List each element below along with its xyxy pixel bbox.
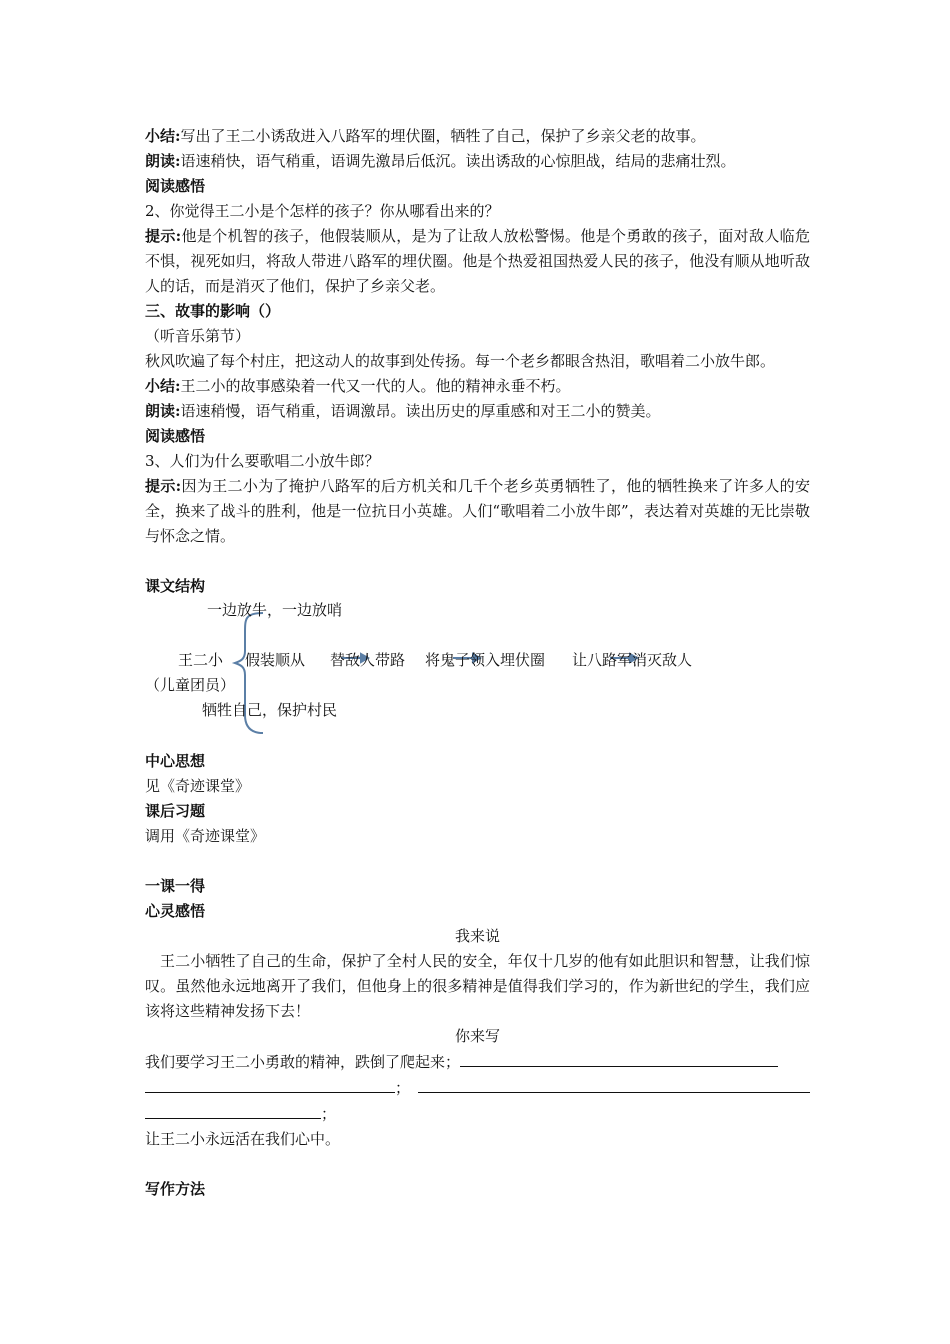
insight-heading: 阅读感悟	[145, 177, 206, 195]
write-line-1	[145, 1049, 810, 1075]
hint-label: 提示:	[145, 227, 182, 245]
step-3: 将鬼子领入埋伏圈	[425, 651, 546, 669]
hint-text-2: 因为王二小为了掩护八路军的后方机关和几千个老乡英勇牺牲了，他的牺牲换来了许多人的安全，换来了战斗的胜利，他是一位抗日小英雄。人们“歌唱着二小放牛郎”，表达着对英雄的无比崇敬与怀念之情。	[145, 477, 810, 545]
writing-method-heading: 写作方法	[145, 1180, 206, 1198]
hint-text: 他是个机智的孩子，他假装顺从，是为了让敌人放松警惕。他是个勇敢的孩子，面对敌人临危不惧，视死如归，将敌人带进八路军的埋伏圈。他是个热爱祖国热爱人民的孩子，他没有顺从地听敌人的话，而是消灭了他们，保护了乡亲父老。	[145, 227, 810, 295]
top-branch: 一边放牛，一边放哨	[207, 601, 343, 619]
bottom-branch: 牺牲自己，保护村民	[202, 701, 338, 719]
insight-heading-2: 阅读感悟	[145, 427, 206, 445]
read-text: 语速稍快，语气稍重，语调先激昂后低沉。读出诱敌的心惊胆战，结局的悲痛壮烈。	[180, 152, 736, 170]
document-content	[145, 124, 810, 1202]
center-idea-heading: 中心思想	[145, 752, 206, 770]
section3-note: （听音乐第节）	[145, 327, 251, 345]
closing-text: 让王二小永远活在我们心中。	[145, 1130, 341, 1148]
summary-text: 写出了王二小诱敌进入八路军的埋伏圈，牺牲了自己，保护了乡亲父老的故事。	[180, 127, 706, 145]
answer-blank-2[interactable]	[145, 1075, 395, 1093]
structure-name: 王二小	[178, 651, 224, 669]
write-semicolon: ；	[395, 1079, 411, 1097]
write-title: 你来写	[454, 1027, 500, 1045]
read-line-2	[145, 399, 810, 424]
gain-heading: 一课一得	[145, 877, 206, 895]
section3-text: 秋风吹遍了每个村庄，把这动人的故事到处传扬。每一个老乡都眼含热泪，歌唱着二小放牛郎。	[145, 352, 776, 370]
question-2: 2、你觉得王二小是个怎样的孩子？你从哪看出来的？	[145, 202, 500, 220]
summary-line-2	[145, 374, 810, 399]
hint-label-2: 提示:	[145, 477, 182, 495]
read-line	[145, 149, 810, 174]
hint-paragraph-2	[145, 474, 810, 549]
summary-text-2: 王二小的故事感染着一代又一代的人。他的精神永垂不朽。	[180, 377, 571, 395]
answer-blank-4[interactable]	[145, 1101, 321, 1119]
center-idea-text: 见《奇迹课堂》	[145, 777, 251, 795]
read-label: 朗读:	[145, 152, 181, 170]
read-text-2: 语速稍慢，语气稍重，语调激昂。读出历史的厚重感和对王二小的赞美。	[180, 402, 661, 420]
say-text: 王二小牺牲了自己的生命，保护了全村人民的安全，年仅十几岁的他有如此胆识和智慧，让我们惊叹。虽然他永远地离开了我们，但他身上的很多精神是值得我们学习的，作为新世纪的学生，我们应该将这些精神发扬下去！	[145, 952, 810, 1020]
summary-label-2: 小结:	[145, 377, 181, 395]
exercises-heading: 课后习题	[145, 802, 206, 820]
write-semicolon-2: ；	[321, 1105, 337, 1123]
structure-diagram	[145, 599, 810, 749]
answer-blank-1[interactable]	[460, 1049, 778, 1067]
gain-sub-heading: 心灵感悟	[145, 902, 206, 920]
summary-label: 小结:	[145, 127, 181, 145]
write-line-2	[145, 1075, 810, 1101]
structure-heading: 课文结构	[145, 577, 206, 595]
structure-name-note: （儿童团员）	[145, 676, 236, 694]
write-line-3	[145, 1101, 810, 1127]
step-4: 让八路军消灭敌人	[572, 651, 693, 669]
section3-heading: 三、故事的影响（）	[145, 302, 281, 320]
step-1: 假装顺从	[245, 651, 306, 669]
exercises-text: 调用《奇迹课堂》	[145, 827, 266, 845]
answer-blank-3[interactable]	[418, 1075, 810, 1093]
read-label-2: 朗读:	[145, 402, 181, 420]
say-title: 我来说	[454, 927, 500, 945]
question-3: 3、人们为什么要歌唱二小放牛郎？	[145, 452, 380, 470]
step-2: 替敌人带路	[330, 651, 406, 669]
hint-paragraph	[145, 224, 810, 299]
summary-line	[145, 124, 810, 149]
write-prompt: 我们要学习王二小勇敢的精神，跌倒了爬起来；	[145, 1053, 461, 1071]
